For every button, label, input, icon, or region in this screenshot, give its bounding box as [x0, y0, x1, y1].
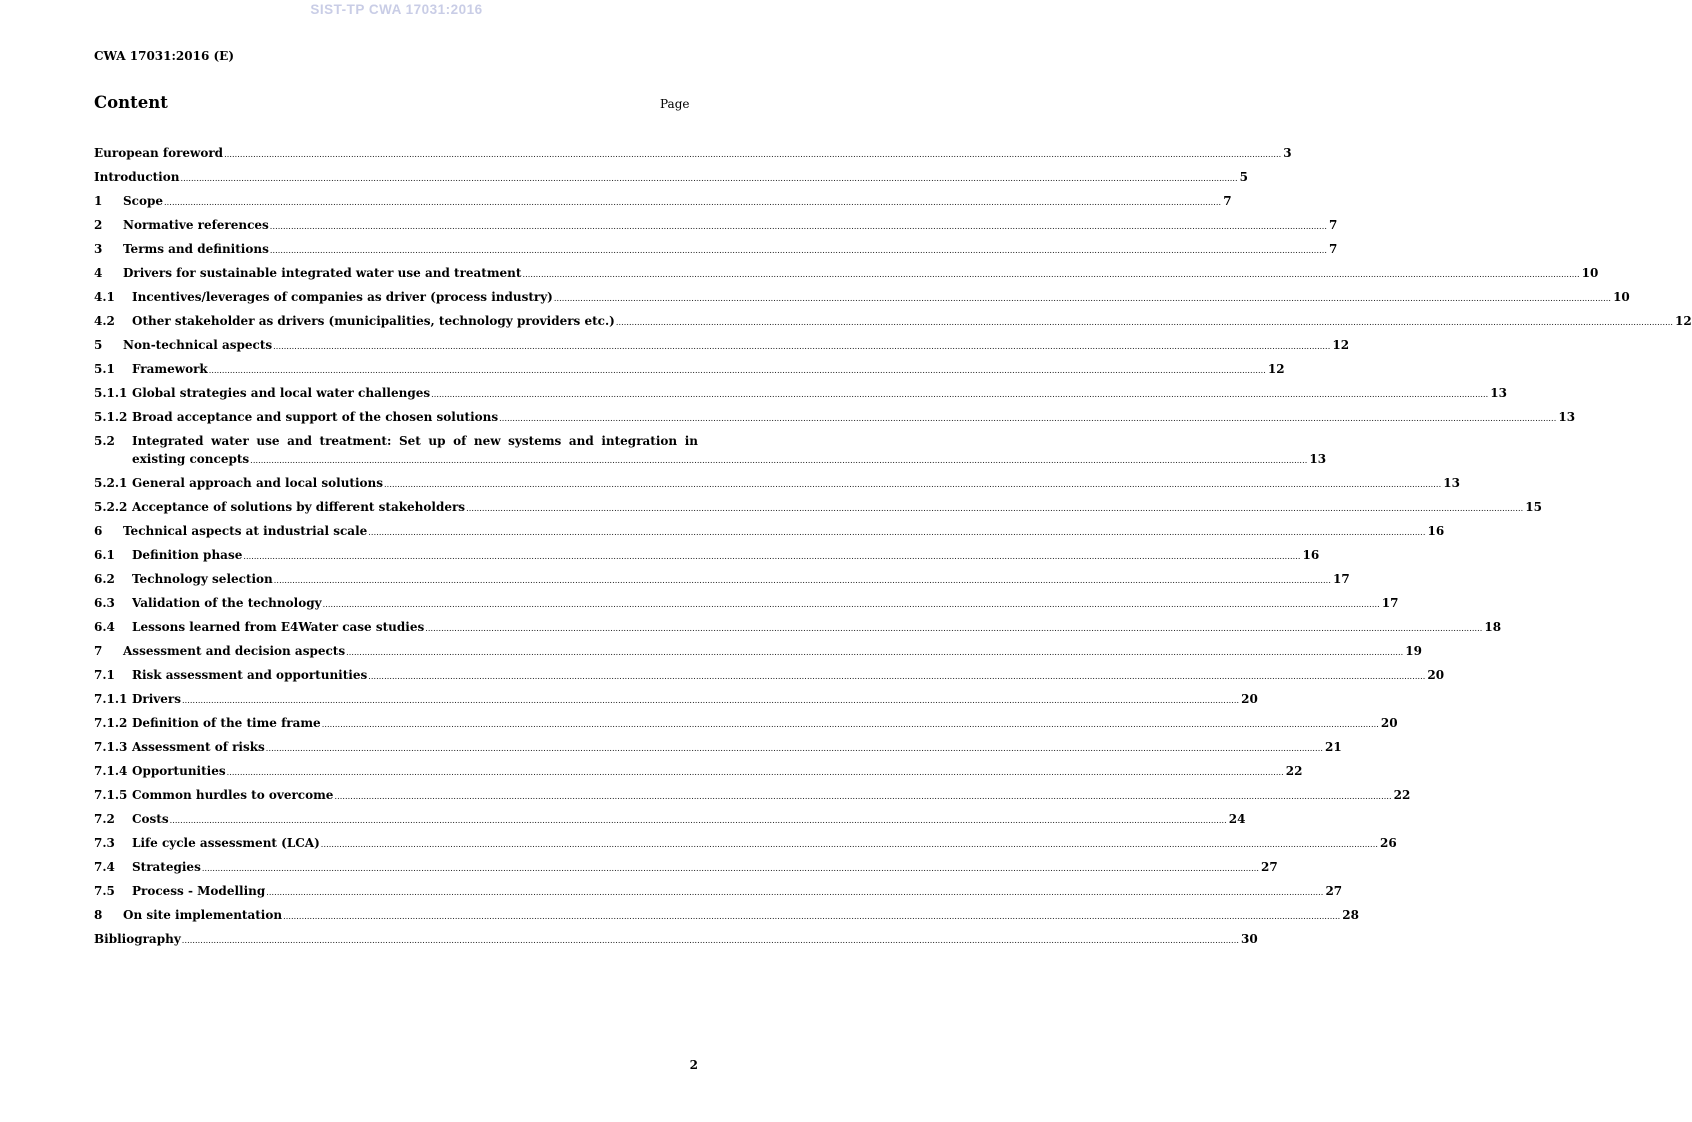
- toc-entry-page: 3: [1283, 146, 1292, 160]
- toc-entry-title: Technology selection: [132, 572, 273, 586]
- toc-entry-page: 13: [1443, 476, 1460, 490]
- toc-entry[interactable]: [94, 144, 1292, 168]
- toc-entry-title: On site implementation: [123, 908, 283, 922]
- toc-entry-number: 7: [94, 644, 103, 658]
- toc-entry-page: 12: [1267, 362, 1285, 376]
- toc-entry-page: 16: [1302, 548, 1320, 562]
- toc-entry-title: Drivers: [132, 692, 181, 706]
- toc-entry-title: Non-technical aspects: [123, 338, 273, 352]
- dot-leader: ................................................................................................................................................................................................................................................................................................................................................................................................................: [224, 150, 1282, 159]
- toc-entry[interactable]: [94, 264, 1599, 288]
- toc-entry[interactable]: [94, 240, 1338, 264]
- toc-entry-number: 5: [94, 338, 103, 352]
- toc-entry-page: 17: [1381, 596, 1399, 610]
- toc-entry-number: 8: [94, 908, 103, 922]
- toc-entry-page: 10: [1581, 266, 1599, 280]
- toc-entry[interactable]: [94, 192, 1232, 216]
- toc-entry-page: 7: [1328, 218, 1338, 232]
- toc-entry[interactable]: [94, 882, 1343, 906]
- toc-entry-page: 20: [1380, 716, 1398, 730]
- dot-leader: ................................................................................................................................................................................................................................................................................................................................................................................................................: [180, 174, 1238, 183]
- toc-entry-page: 30: [1240, 932, 1258, 946]
- toc-entry-title: Drivers for sustainable integrated water use and treatment: [123, 266, 522, 280]
- toc-entry-title: Integrated water use and treatment: Set up of new systems and integration in: [132, 434, 698, 448]
- dot-leader: ................................................................................................................................................................................................................................................................................................................................................................................................................: [320, 840, 1378, 849]
- toc-entry[interactable]: [94, 498, 1542, 522]
- toc-entry-page: 21: [1324, 740, 1342, 754]
- page-number: 2: [689, 1058, 698, 1072]
- toc-entry-number: 6.3: [94, 596, 115, 610]
- dot-leader: ................................................................................................................................................................................................................................................................................................................................................................................................................: [368, 528, 1426, 537]
- toc-entry[interactable]: [94, 216, 1338, 240]
- toc-entry[interactable]: [94, 810, 1246, 834]
- document-id: CWA 17031:2016 (E): [94, 49, 235, 63]
- toc-entry-number: 7.1.3: [94, 740, 128, 754]
- toc-entry-title-continued: existing concepts: [132, 452, 250, 466]
- watermark: SIST-TP CWA 17031:2016: [310, 2, 483, 17]
- toc-entry-page: 12: [1675, 314, 1692, 328]
- toc-entry-title: Opportunities: [132, 764, 226, 778]
- toc-entry-page: 18: [1484, 620, 1502, 634]
- toc-entry[interactable]: [94, 714, 1398, 738]
- toc-entry-title: Other stakeholder as drivers (municipalities, technology providers etc.): [132, 314, 615, 328]
- toc-entry-number: 6.1: [94, 548, 115, 562]
- dot-leader: ................................................................................................................................................................................................................................................................................................................................................................................................................: [181, 696, 1240, 705]
- dot-leader: ................................................................................................................................................................................................................................................................................................................................................................................................................: [265, 744, 1323, 753]
- toc-entry-number: 7.5: [94, 884, 115, 898]
- toc-entry-title: Lessons learned from E4Water case studies: [132, 620, 425, 634]
- toc-entry[interactable]: [94, 168, 1249, 192]
- toc-entry-number: 6: [94, 524, 103, 538]
- toc-entry-title: Assessment and decision aspects: [123, 644, 346, 658]
- toc-entry-number: 7.1.4: [94, 764, 128, 778]
- toc-entry-page: 7: [1329, 242, 1338, 256]
- toc-entry[interactable]: [94, 906, 1359, 930]
- toc-entry[interactable]: [94, 690, 1258, 714]
- toc-entry-page: 5: [1239, 170, 1249, 184]
- toc-entry-page: 27: [1261, 860, 1278, 874]
- toc-entry[interactable]: [94, 738, 1342, 762]
- dot-leader: ................................................................................................................................................................................................................................................................................................................................................................................................................: [431, 390, 1489, 399]
- toc-entry-page: 13: [1558, 410, 1576, 424]
- toc-entry-page: 26: [1379, 836, 1397, 850]
- toc-entry-title: Strategies: [132, 860, 201, 874]
- dot-leader: ................................................................................................................................................................................................................................................................................................................................................................................................................: [269, 222, 1327, 231]
- toc-entry-page: 19: [1405, 644, 1422, 658]
- toc-entry-title: Validation of the technology: [132, 596, 322, 610]
- dot-leader: ................................................................................................................................................................................................................................................................................................................................................................................................................: [164, 198, 1222, 207]
- toc-entry[interactable]: [94, 432, 1327, 474]
- toc-entry-page: 20: [1427, 668, 1445, 682]
- toc-entry[interactable]: [94, 618, 1502, 642]
- toc-entry-page: 13: [1490, 386, 1507, 400]
- toc-entry-title: Framework: [132, 362, 208, 376]
- toc-entry-page: 10: [1613, 290, 1630, 304]
- toc-entry-number: 7.2: [94, 812, 115, 826]
- toc-entry-number: 5.1.1: [94, 386, 128, 400]
- toc-entry-number: 1: [94, 194, 103, 208]
- toc-entry[interactable]: [94, 336, 1350, 360]
- toc-entry-number: 2: [94, 218, 103, 232]
- toc-entry-number: 7.4: [94, 860, 115, 874]
- toc-entry[interactable]: [94, 288, 1630, 312]
- toc-entry[interactable]: [94, 360, 1285, 384]
- dot-leader: ................................................................................................................................................................................................................................................................................................................................................................................................................: [273, 576, 1331, 585]
- dot-leader: ................................................................................................................................................................................................................................................................................................................................................................................................................: [208, 366, 1266, 375]
- toc-entry-number: 7.1: [94, 668, 115, 682]
- toc-entry-number: 6.4: [94, 620, 115, 634]
- toc-entry-title: Incentives/leverages of companies as driver (process industry): [132, 290, 553, 304]
- toc-entry-title: General approach and local solutions: [132, 476, 384, 490]
- dot-leader: ................................................................................................................................................................................................................................................................................................................................................................................................................: [368, 672, 1426, 681]
- table-of-contents: [94, 144, 1692, 954]
- dot-leader: ................................................................................................................................................................................................................................................................................................................................................................................................................: [322, 600, 1380, 609]
- dot-leader: ................................................................................................................................................................................................................................................................................................................................................................................................................: [384, 480, 1442, 489]
- toc-entry[interactable]: [94, 570, 1350, 594]
- toc-entry-title: Technical aspects at industrial scale: [123, 524, 368, 538]
- toc-entry-page: 28: [1342, 908, 1359, 922]
- dot-leader: ................................................................................................................................................................................................................................................................................................................................................................................................................: [243, 552, 1301, 561]
- toc-entry-title: Process - Modelling: [132, 884, 266, 898]
- dot-leader: ................................................................................................................................................................................................................................................................................................................................................................................................................: [266, 888, 1324, 897]
- toc-title: Content: [94, 93, 168, 112]
- toc-entry[interactable]: [94, 594, 1399, 618]
- toc-entry-title: Global strategies and local water challenges: [132, 386, 431, 400]
- toc-entry-page: 17: [1332, 572, 1350, 586]
- toc-entry-title: Costs: [132, 812, 169, 826]
- toc-entry-number: 7.3: [94, 836, 115, 850]
- toc-entry-number: 5.1: [94, 362, 115, 376]
- dot-leader: ................................................................................................................................................................................................................................................................................................................................................................................................................: [321, 720, 1379, 729]
- toc-entry-number: 4.2: [94, 314, 115, 328]
- toc-entry[interactable]: [94, 522, 1445, 546]
- toc-entry-number: 7.1.5: [94, 788, 128, 802]
- dot-leader: ................................................................................................................................................................................................................................................................................................................................................................................................................: [522, 270, 1580, 279]
- dot-leader: ................................................................................................................................................................................................................................................................................................................................................................................................................: [283, 912, 1341, 921]
- toc-entry-number: 7.1.2: [94, 716, 128, 730]
- dot-leader: ................................................................................................................................................................................................................................................................................................................................................................................................................: [226, 768, 1284, 777]
- toc-entry[interactable]: [94, 786, 1411, 810]
- toc-entry-number: 4: [94, 266, 103, 280]
- toc-entry-title: Life cycle assessment (LCA): [132, 836, 320, 850]
- toc-entry[interactable]: [94, 474, 1460, 498]
- toc-entry-page: 27: [1325, 884, 1343, 898]
- toc-entry-page: 13: [1309, 452, 1327, 466]
- toc-entry[interactable]: [94, 312, 1692, 336]
- toc-entry[interactable]: [94, 546, 1320, 570]
- toc-entry[interactable]: [94, 834, 1397, 858]
- toc-entry-title: European foreword: [94, 146, 224, 160]
- toc-entry-title: Introduction: [94, 170, 180, 184]
- toc-entry-title: Broad acceptance and support of the chosen solutions: [132, 410, 499, 424]
- toc-entry-page: 22: [1393, 788, 1411, 802]
- dot-leader: ................................................................................................................................................................................................................................................................................................................................................................................................................: [425, 624, 1483, 633]
- dot-leader: ................................................................................................................................................................................................................................................................................................................................................................................................................: [466, 504, 1524, 513]
- toc-entry-page: 15: [1525, 500, 1542, 514]
- toc-entry-number: 5.2.2: [94, 500, 128, 514]
- toc-entry-number: 7.1.1: [94, 692, 128, 706]
- dot-leader: ................................................................................................................................................................................................................................................................................................................................................................................................................: [250, 456, 1308, 465]
- toc-entry-title: Bibliography: [94, 932, 181, 946]
- toc-entry-number: 4.1: [94, 290, 115, 304]
- dot-leader: ................................................................................................................................................................................................................................................................................................................................................................................................................: [334, 792, 1392, 801]
- dot-leader: ................................................................................................................................................................................................................................................................................................................................................................................................................: [346, 648, 1404, 657]
- dot-leader: ................................................................................................................................................................................................................................................................................................................................................................................................................: [615, 318, 1674, 327]
- toc-entry-title: Common hurdles to overcome: [132, 788, 334, 802]
- toc-entry-number: 5.2: [94, 434, 115, 448]
- toc-entry-page: 16: [1427, 524, 1445, 538]
- dot-leader: ................................................................................................................................................................................................................................................................................................................................................................................................................: [169, 816, 1227, 825]
- dot-leader: ................................................................................................................................................................................................................................................................................................................................................................................................................: [273, 342, 1331, 351]
- toc-entry[interactable]: [94, 408, 1576, 432]
- toc-entry-number: 6.2: [94, 572, 115, 586]
- toc-entry[interactable]: [94, 384, 1507, 408]
- toc-entry-title: Terms and definitions: [123, 242, 269, 256]
- toc-entry-title: Definition phase: [132, 548, 243, 562]
- page-column-label: Page: [660, 97, 690, 111]
- toc-entry-number: 5.1.2: [94, 410, 128, 424]
- toc-entry-page: 24: [1228, 812, 1246, 826]
- dot-leader: ................................................................................................................................................................................................................................................................................................................................................................................................................: [553, 294, 1612, 303]
- dot-leader: ................................................................................................................................................................................................................................................................................................................................................................................................................: [201, 864, 1260, 873]
- toc-entry-title: Acceptance of solutions by different stakeholders: [132, 500, 466, 514]
- dot-leader: ................................................................................................................................................................................................................................................................................................................................................................................................................: [181, 936, 1239, 945]
- toc-entry-title: Definition of the time frame: [132, 716, 321, 730]
- toc-entry-page: 20: [1241, 692, 1258, 706]
- toc-entry[interactable]: [94, 930, 1258, 954]
- toc-entry[interactable]: [94, 642, 1422, 666]
- toc-entry[interactable]: [94, 666, 1445, 690]
- toc-entry-title: Assessment of risks: [132, 740, 265, 754]
- toc-entry-title: Scope: [123, 194, 164, 208]
- toc-entry[interactable]: [94, 762, 1303, 786]
- toc-entry-number: 3: [94, 242, 103, 256]
- dot-leader: ................................................................................................................................................................................................................................................................................................................................................................................................................: [269, 246, 1328, 255]
- toc-entry-page: 7: [1223, 194, 1232, 208]
- toc-entry-page: 12: [1332, 338, 1350, 352]
- toc-entry[interactable]: [94, 858, 1278, 882]
- dot-leader: ................................................................................................................................................................................................................................................................................................................................................................................................................: [499, 414, 1557, 423]
- toc-entry-title: Risk assessment and opportunities: [132, 668, 368, 682]
- toc-entry-title: Normative references: [123, 218, 269, 232]
- toc-entry-page: 22: [1285, 764, 1303, 778]
- toc-entry-number: 5.2.1: [94, 476, 128, 490]
